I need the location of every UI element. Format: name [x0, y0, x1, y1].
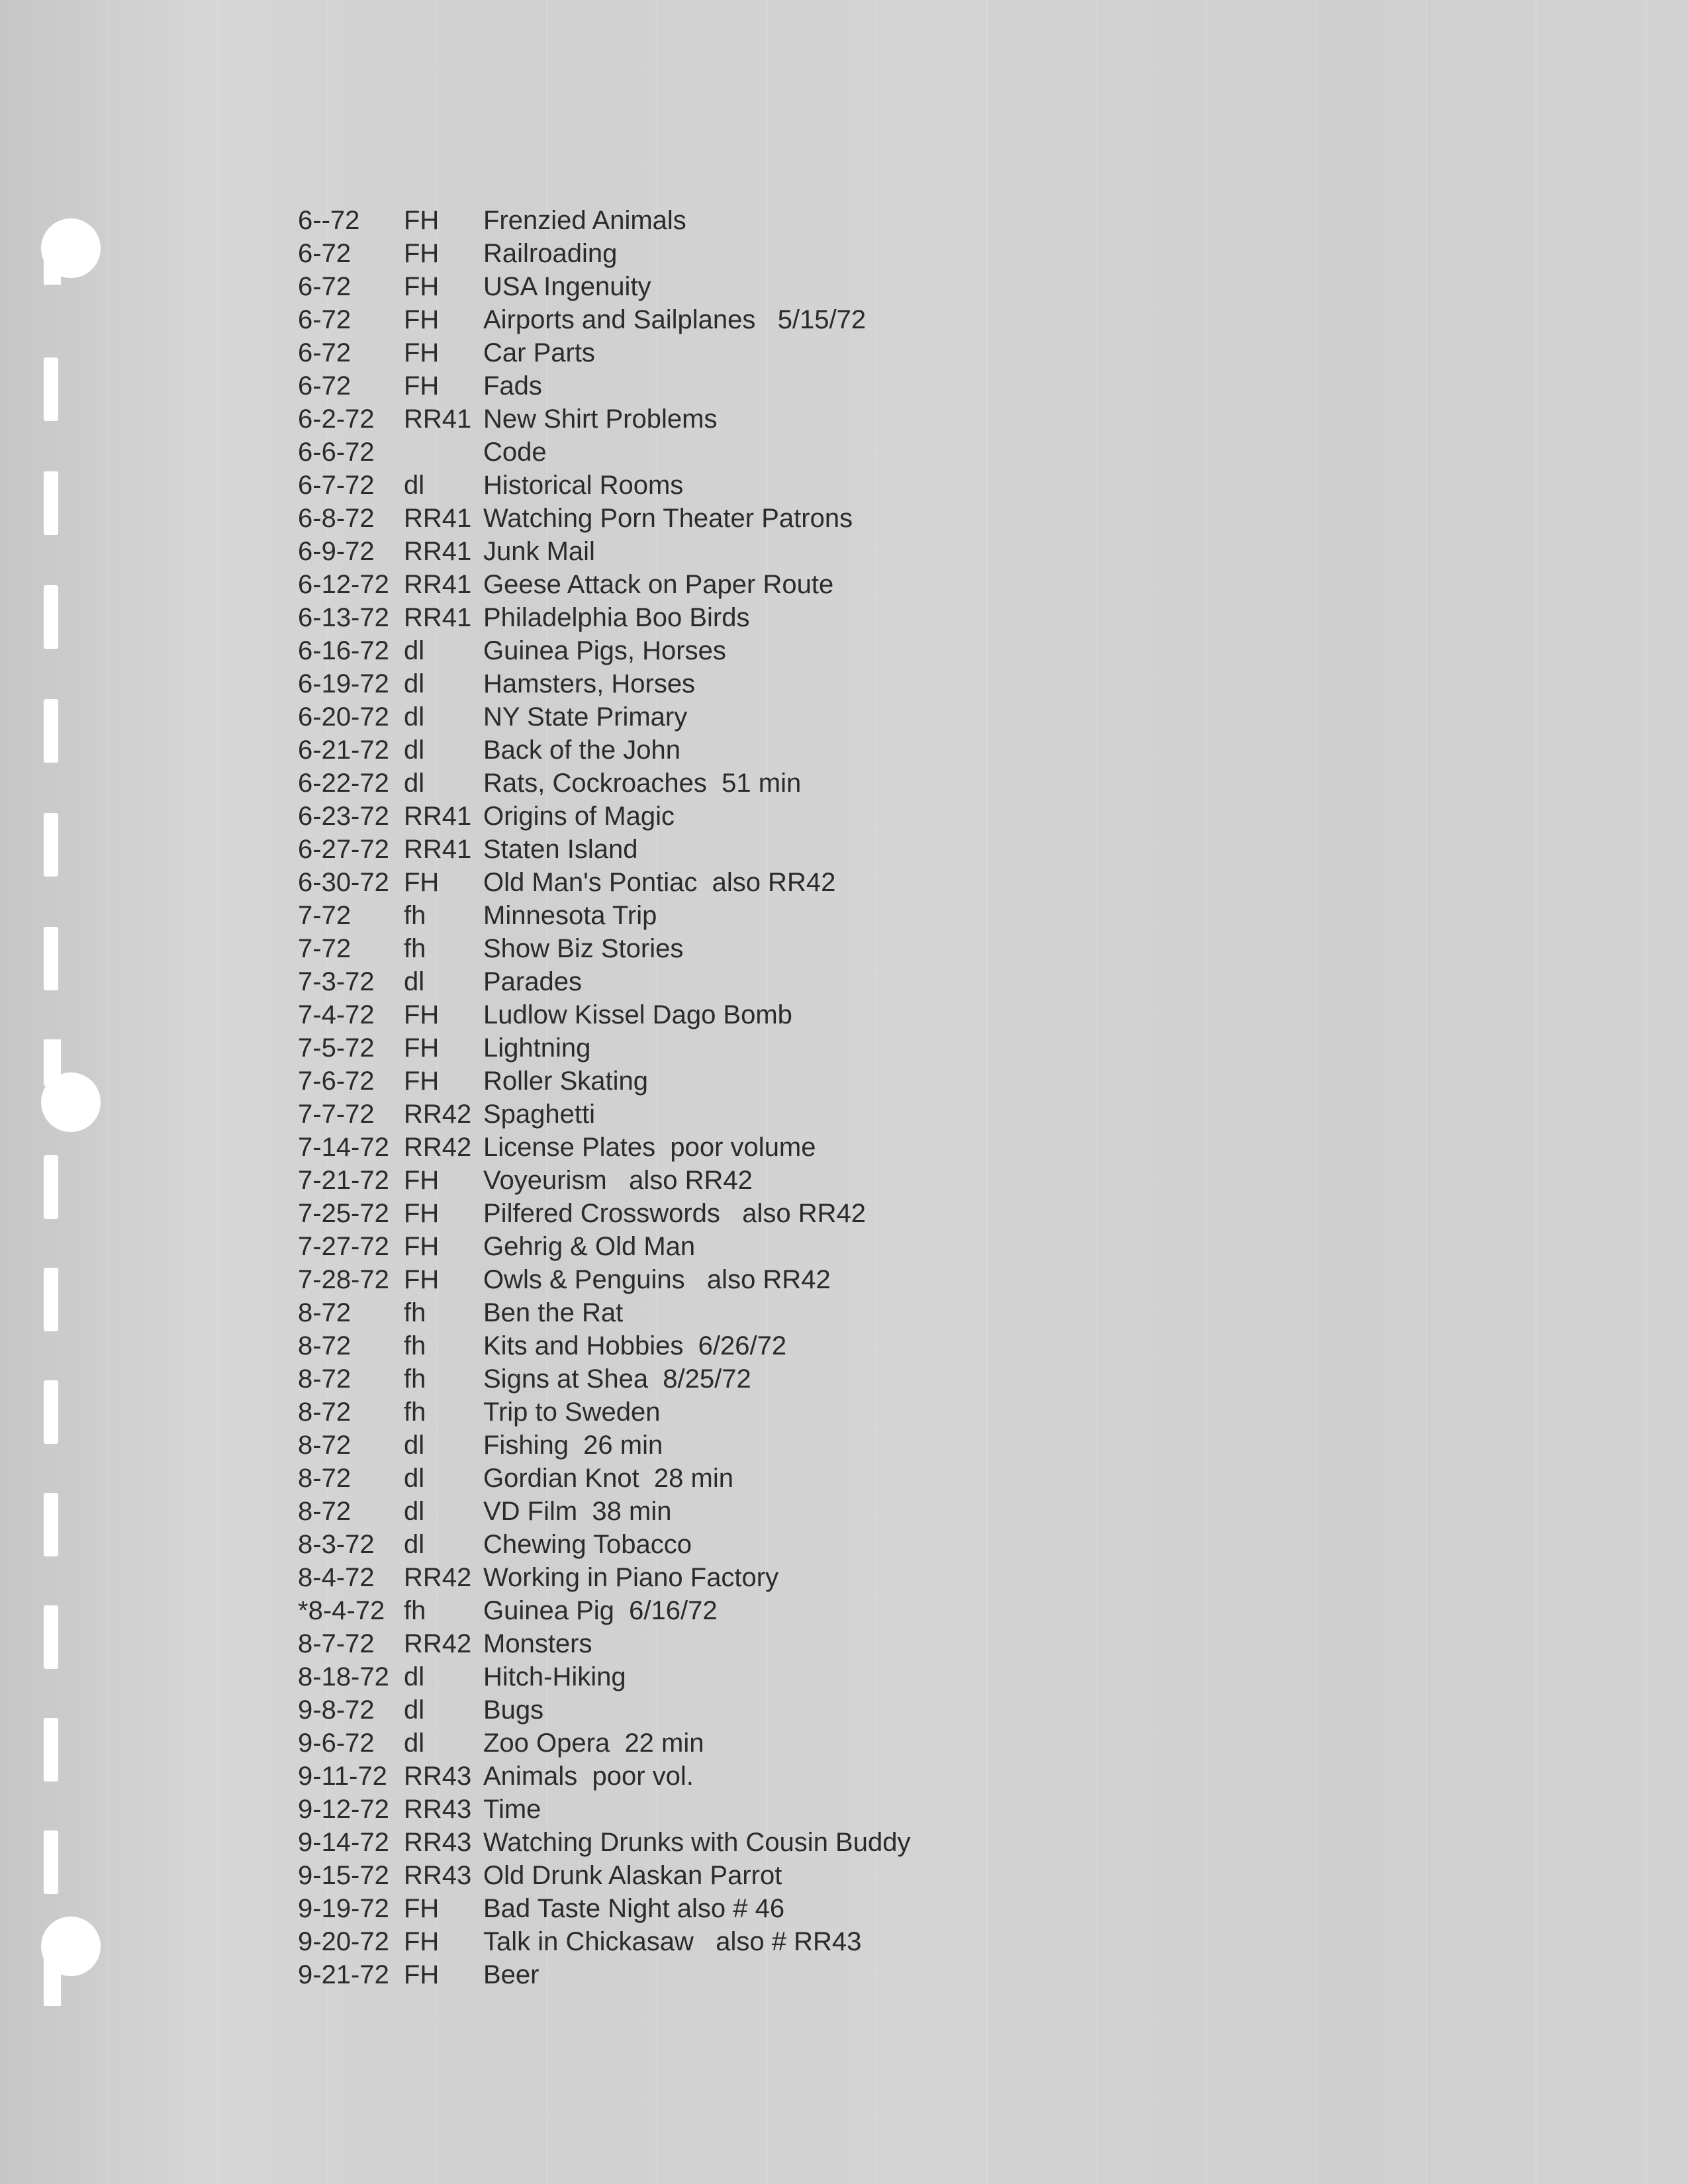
- entry-source: dl: [404, 636, 425, 665]
- entry-date: 6-12-72: [298, 570, 389, 599]
- entry-source: fh: [404, 901, 426, 930]
- binder-notch: [44, 1268, 58, 1331]
- entry-date: 7-14-72: [298, 1133, 389, 1162]
- entry-title: Hamsters, Horses: [483, 669, 696, 698]
- entry-date: 8-72: [298, 1398, 352, 1427]
- entry-title: Working in Piano Factory: [483, 1563, 779, 1592]
- entry-source: FH: [404, 1166, 440, 1195]
- entry-date: 9-20-72: [298, 1927, 389, 1956]
- binder-notch: [44, 471, 58, 535]
- entry-title: Talk in Chickasaw also # RR43: [483, 1927, 862, 1956]
- entry-date: 8-18-72: [298, 1662, 389, 1691]
- entry-title: Spaghetti: [483, 1100, 596, 1129]
- entry-source: RR41: [404, 835, 472, 864]
- entry-title: VD Film 38 min: [483, 1497, 672, 1526]
- entry-source: fh: [404, 1331, 426, 1360]
- entry-source: RR41: [404, 603, 472, 632]
- binder-hole-bottom-stem: [44, 1943, 61, 2006]
- entry-date: 6-72: [298, 305, 352, 334]
- entry-date: 9-19-72: [298, 1894, 389, 1923]
- entry-date: 8-72: [298, 1464, 352, 1493]
- binder-notch: [44, 1493, 58, 1556]
- entry-title: Fishing 26 min: [483, 1431, 663, 1460]
- entry-title: Bugs: [483, 1695, 544, 1725]
- entry-title: Time: [483, 1795, 541, 1824]
- binder-notch: [44, 1155, 58, 1219]
- entry-date: 8-4-72: [298, 1563, 375, 1592]
- entry-date: 6--72: [298, 206, 360, 235]
- entry-source: dl: [404, 669, 425, 698]
- entry-date: 7-4-72: [298, 1000, 375, 1029]
- entry-title: Animals poor vol.: [483, 1762, 694, 1791]
- entry-date: 9-12-72: [298, 1795, 389, 1824]
- entry-title: License Plates poor volume: [483, 1133, 816, 1162]
- entry-source: dl: [404, 702, 425, 732]
- entry-title: Ben the Rat: [483, 1298, 624, 1327]
- entry-date: 6-20-72: [298, 702, 389, 732]
- entry-title: Ludlow Kissel Dago Bomb: [483, 1000, 792, 1029]
- entry-title: Show Biz Stories: [483, 934, 684, 963]
- entry-date: 9-14-72: [298, 1828, 389, 1857]
- entry-title: New Shirt Problems: [483, 404, 718, 434]
- entry-date: *8-4-72: [298, 1596, 385, 1625]
- entry-source: RR43: [404, 1828, 472, 1857]
- entry-source: dl: [404, 1662, 425, 1691]
- entry-title: Lightning: [483, 1033, 591, 1063]
- entry-title: Zoo Opera 22 min: [483, 1729, 704, 1758]
- entry-source: FH: [404, 1232, 440, 1261]
- entry-source: RR41: [404, 404, 472, 434]
- entry-date: 6-22-72: [298, 769, 389, 798]
- entry-source: FH: [404, 1927, 440, 1956]
- entry-source: RR41: [404, 570, 472, 599]
- entry-title: Historical Rooms: [483, 471, 684, 500]
- binder-notch: [44, 357, 58, 421]
- entry-title: Staten Island: [483, 835, 638, 864]
- entry-date: 8-72: [298, 1364, 352, 1394]
- entry-date: 8-72: [298, 1431, 352, 1460]
- entry-source: dl: [404, 1530, 425, 1559]
- entry-date: 6-2-72: [298, 404, 375, 434]
- entry-date: 8-72: [298, 1331, 352, 1360]
- entry-date: 6-72: [298, 338, 352, 367]
- entry-title: Beer: [483, 1960, 539, 1989]
- entry-source: FH: [404, 1067, 440, 1096]
- entry-title: Airports and Sailplanes 5/15/72: [483, 305, 867, 334]
- entry-title: Watching Drunks with Cousin Buddy: [483, 1828, 911, 1857]
- entry-title: Kits and Hobbies 6/26/72: [483, 1331, 787, 1360]
- entry-date: 7-27-72: [298, 1232, 389, 1261]
- entry-date: 8-72: [298, 1497, 352, 1526]
- entry-source: FH: [404, 338, 440, 367]
- entry-date: 8-72: [298, 1298, 352, 1327]
- entry-title: Railroading: [483, 239, 618, 268]
- binder-notch: [44, 1830, 58, 1894]
- entry-title: Hitch-Hiking: [483, 1662, 626, 1691]
- binder-hole-middle: [41, 1072, 101, 1132]
- entry-date: 6-30-72: [298, 868, 389, 897]
- entry-date: 6-6-72: [298, 438, 375, 467]
- entry-title: Origins of Magic: [483, 802, 675, 831]
- entry-title: Car Parts: [483, 338, 595, 367]
- entry-title: Parades: [483, 967, 582, 996]
- binder-notch: [44, 927, 58, 990]
- entry-title: Chewing Tobacco: [483, 1530, 692, 1559]
- entry-source: dl: [404, 1497, 425, 1526]
- binder-notch: [44, 1718, 58, 1781]
- entry-source: FH: [404, 1199, 440, 1228]
- entry-date: 6-72: [298, 371, 352, 401]
- entry-title: Old Drunk Alaskan Parrot: [483, 1861, 782, 1890]
- entry-title: Watching Porn Theater Patrons: [483, 504, 853, 533]
- entry-source: dl: [404, 1431, 425, 1460]
- entry-source: FH: [404, 1033, 440, 1063]
- entry-date: 7-28-72: [298, 1265, 389, 1294]
- entry-date: 6-72: [298, 239, 352, 268]
- entry-source: RR43: [404, 1861, 472, 1890]
- entry-source: RR43: [404, 1795, 472, 1824]
- entry-date: 9-11-72: [298, 1762, 387, 1791]
- entry-title: Back of the John: [483, 736, 680, 765]
- entry-source: RR41: [404, 802, 472, 831]
- entry-date: 9-21-72: [298, 1960, 389, 1989]
- binder-hole-top-stem: [44, 245, 61, 285]
- entry-source: fh: [404, 934, 426, 963]
- entry-source: FH: [404, 239, 440, 268]
- entry-source: RR41: [404, 537, 472, 566]
- entry-date: 7-5-72: [298, 1033, 375, 1063]
- entry-date: 8-7-72: [298, 1629, 375, 1658]
- entry-title: Trip to Sweden: [483, 1398, 661, 1427]
- entry-date: 9-15-72: [298, 1861, 389, 1890]
- binder-notch: [44, 699, 58, 763]
- entry-title: Pilfered Crosswords also RR42: [483, 1199, 866, 1228]
- entry-title: Roller Skating: [483, 1067, 649, 1096]
- entry-date: 7-25-72: [298, 1199, 389, 1228]
- entry-source: RR42: [404, 1100, 472, 1129]
- entry-title: Frenzied Animals: [483, 206, 686, 235]
- entry-title: Fads: [483, 371, 542, 401]
- entry-source: RR42: [404, 1629, 472, 1658]
- entry-date: 7-72: [298, 934, 352, 963]
- entry-source: FH: [404, 1000, 440, 1029]
- entry-source: fh: [404, 1364, 426, 1394]
- entry-source: RR42: [404, 1563, 472, 1592]
- entry-source: RR43: [404, 1762, 472, 1791]
- entry-title: USA Ingenuity: [483, 272, 651, 301]
- entry-title: Code: [483, 438, 547, 467]
- binder-notch: [44, 585, 58, 649]
- entry-date: 7-7-72: [298, 1100, 375, 1129]
- entry-title: Guinea Pig 6/16/72: [483, 1596, 718, 1625]
- binder-notch: [44, 813, 58, 877]
- entry-date: 6-7-72: [298, 471, 375, 500]
- entry-title: Gehrig & Old Man: [483, 1232, 696, 1261]
- entry-source: FH: [404, 206, 440, 235]
- entry-source: FH: [404, 305, 440, 334]
- entry-source: FH: [404, 1894, 440, 1923]
- entry-title: Gordian Knot 28 min: [483, 1464, 733, 1493]
- binder-notch: [44, 1605, 58, 1669]
- entry-title: Junk Mail: [483, 537, 595, 566]
- entry-date: 6-9-72: [298, 537, 375, 566]
- entry-date: 6-72: [298, 272, 352, 301]
- entry-title: Guinea Pigs, Horses: [483, 636, 726, 665]
- entry-source: FH: [404, 1960, 440, 1989]
- entry-date: 6-19-72: [298, 669, 389, 698]
- entry-date: 6-21-72: [298, 736, 389, 765]
- entry-date: 7-21-72: [298, 1166, 389, 1195]
- entry-title: Geese Attack on Paper Route: [483, 570, 834, 599]
- entry-date: 7-6-72: [298, 1067, 375, 1096]
- entry-source: dl: [404, 736, 425, 765]
- entry-source: RR42: [404, 1133, 472, 1162]
- entry-title: Rats, Cockroaches 51 min: [483, 769, 802, 798]
- entry-date: 9-6-72: [298, 1729, 375, 1758]
- entry-date: 8-3-72: [298, 1530, 375, 1559]
- entry-title: Monsters: [483, 1629, 592, 1658]
- entry-date: 7-72: [298, 901, 352, 930]
- entry-source: fh: [404, 1298, 426, 1327]
- entry-source: FH: [404, 868, 440, 897]
- entry-source: dl: [404, 769, 425, 798]
- entry-title: Signs at Shea 8/25/72: [483, 1364, 751, 1394]
- entry-source: fh: [404, 1398, 426, 1427]
- entry-title: Philadelphia Boo Birds: [483, 603, 750, 632]
- entry-date: 6-16-72: [298, 636, 389, 665]
- entry-date: 9-8-72: [298, 1695, 375, 1725]
- entry-date: 6-23-72: [298, 802, 389, 831]
- entry-source: fh: [404, 1596, 426, 1625]
- entry-title: NY State Primary: [483, 702, 688, 732]
- entry-title: Old Man's Pontiac also RR42: [483, 868, 836, 897]
- entry-date: 7-3-72: [298, 967, 375, 996]
- entry-date: 6-13-72: [298, 603, 389, 632]
- entry-title: Voyeurism also RR42: [483, 1166, 753, 1195]
- entry-source: dl: [404, 1464, 425, 1493]
- binder-notch: [44, 1380, 58, 1444]
- entry-source: dl: [404, 471, 425, 500]
- entry-source: FH: [404, 371, 440, 401]
- entry-source: RR41: [404, 504, 472, 533]
- entry-title: Bad Taste Night also # 46: [483, 1894, 785, 1923]
- entry-date: 6-27-72: [298, 835, 389, 864]
- entry-date: 6-8-72: [298, 504, 375, 533]
- entry-source: dl: [404, 1695, 425, 1725]
- entry-source: dl: [404, 967, 425, 996]
- entry-source: FH: [404, 1265, 440, 1294]
- entry-title: Owls & Penguins also RR42: [483, 1265, 831, 1294]
- entry-source: dl: [404, 1729, 425, 1758]
- entry-source: FH: [404, 272, 440, 301]
- entry-title: Minnesota Trip: [483, 901, 657, 930]
